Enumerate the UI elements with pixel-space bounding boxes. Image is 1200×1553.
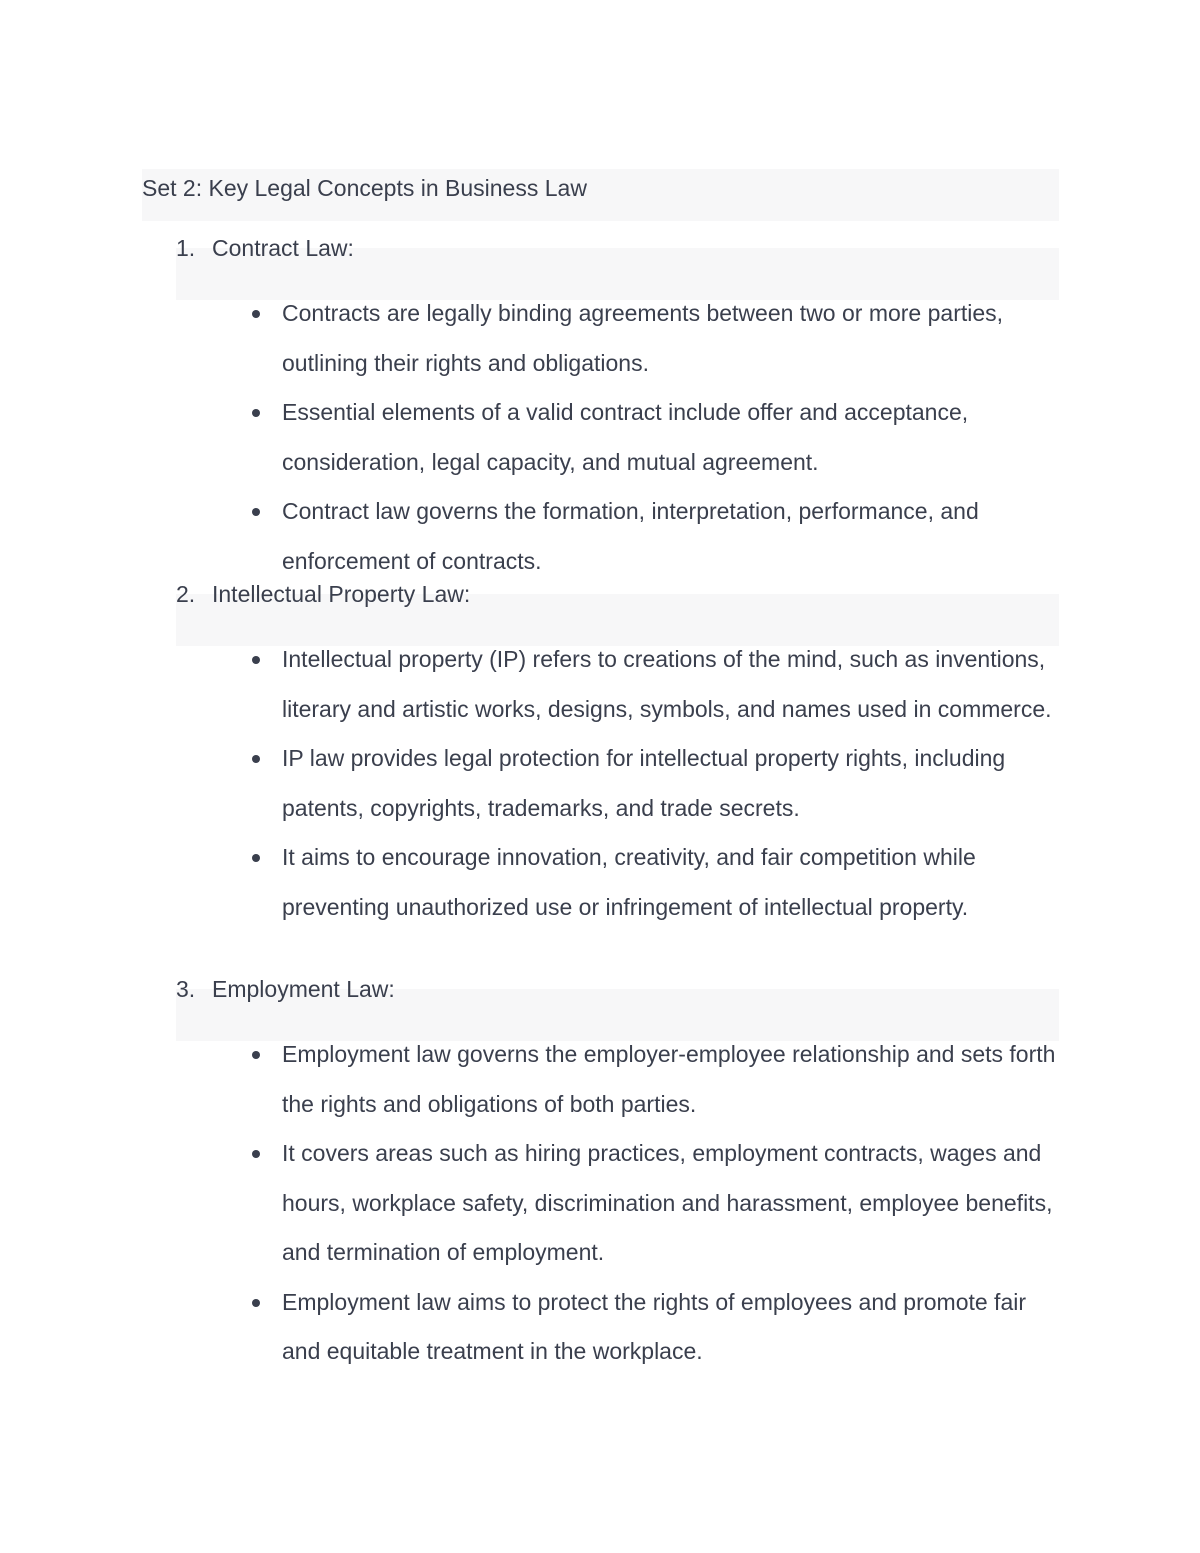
list-item [176, 833, 1059, 932]
section-title: Employment Law: [212, 976, 395, 1002]
bullet-dot-icon [252, 854, 260, 862]
bullet-dot-icon [252, 508, 260, 516]
list-item-text: Contract law governs the formation, interpretation, performance, and enforcement of contracts. [282, 498, 979, 574]
bullet-list [176, 1030, 1059, 1377]
bullet-dot-icon [252, 1150, 260, 1158]
bullet-dot-icon [252, 755, 260, 763]
section-title: Intellectual Property Law: [212, 581, 471, 607]
list-item-text: Employment law governs the employer-employee relationship and sets forth the rights and obligations of both parties. [282, 1041, 1056, 1117]
section-number: 1. [176, 235, 196, 261]
section-intellectual-property-law [176, 581, 1059, 932]
list-item [176, 289, 1059, 388]
section-contract-law [176, 235, 1059, 586]
section-number: 2. [176, 581, 196, 607]
document-title: Set 2: Key Legal Concepts in Business Law [142, 169, 1059, 221]
list-item-text: IP law provides legal protection for intellectual property rights, including patents, copyrights, trademarks, and trade secrets. [282, 745, 1006, 821]
list-item [176, 635, 1059, 734]
bullet-dot-icon [252, 1051, 260, 1059]
bullet-dot-icon [252, 310, 260, 318]
section-title: Contract Law: [212, 235, 354, 261]
list-item [176, 1278, 1059, 1377]
list-item-text: Employment law aims to protect the rights of employees and promote fair and equitable treatment in the workplace. [282, 1288, 1027, 1364]
list-item-text: Contracts are legally binding agreements between two or more parties, outlining their rights and obligations. [282, 300, 1004, 376]
bullet-list [176, 289, 1059, 586]
list-item-text: It aims to encourage innovation, creativity, and fair competition while preventing unauthorized use or infringement of intellectual property. [282, 844, 976, 920]
list-item-text: It covers areas such as hiring practices, employment contracts, wages and hours, workplace safety, discrimination and harassment, employee benefits, and termination of employment. [282, 1140, 1053, 1265]
list-item [176, 388, 1059, 487]
section-employment-law [176, 976, 1059, 1377]
section-number: 3. [176, 976, 196, 1002]
bullet-list [176, 635, 1059, 932]
list-item [176, 734, 1059, 833]
list-item-text: Essential elements of a valid contract include offer and acceptance, consideration, legal capacity, and mutual agreement. [282, 399, 969, 475]
bullet-dot-icon [252, 656, 260, 664]
list-item-text: Intellectual property (IP) refers to creations of the mind, such as inventions, literary and artistic works, designs, symbols, and names used in commerce. [282, 646, 1052, 722]
bullet-dot-icon [252, 409, 260, 417]
bullet-dot-icon [252, 1299, 260, 1307]
list-item [176, 1129, 1059, 1278]
list-item [176, 487, 1059, 586]
list-item [176, 1030, 1059, 1129]
